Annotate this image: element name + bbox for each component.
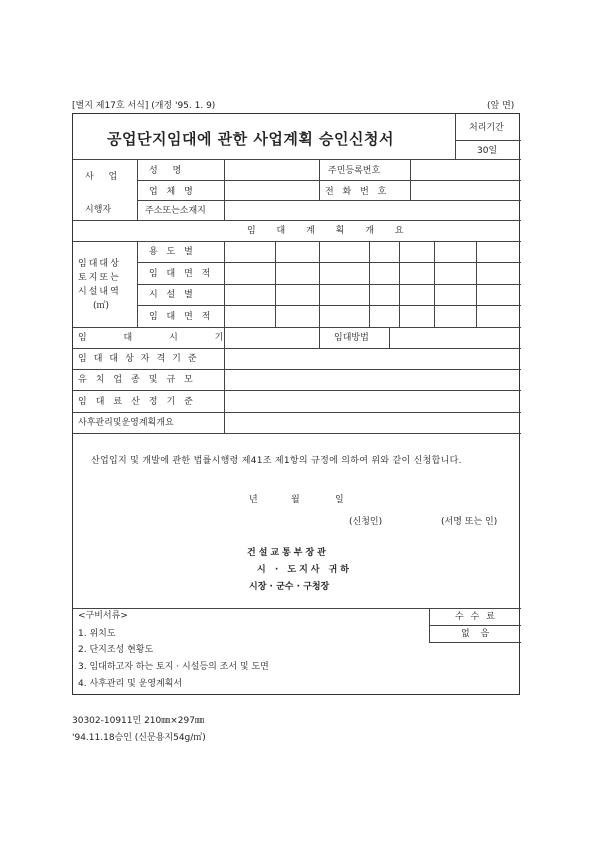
rent-basis-label: 임대료산정기준 (78, 397, 202, 407)
name-label: 성 명 (149, 166, 188, 176)
date-year: 년 (249, 495, 258, 505)
lease-target-label-1: 임대대상 (78, 259, 121, 269)
lease-target-label-4: (㎡) (93, 301, 110, 311)
recipient-governor: 시 · 도지사 귀하 (257, 565, 352, 575)
recipient-minister: 건설교통부장관 (247, 548, 329, 558)
applicant-sign-label: (신청인) (349, 517, 383, 527)
lease-target-label-2: 토지또는 (78, 273, 121, 283)
document-item: 3. 임대하고자 하는 토지 · 시설등의 조서 및 도면 (78, 662, 269, 672)
documents-header: <구비서류> (78, 611, 128, 621)
lease-period-label: 임 대 시 기 (78, 333, 241, 343)
lease-row-use: 용 도 별 (149, 247, 196, 257)
id-number-field[interactable] (415, 166, 515, 178)
fee-label: 수 수 료 (455, 612, 497, 622)
document-item: 4. 사후관리 및 운영계획서 (78, 679, 183, 689)
document-item: 2. 단지조성 현황도 (78, 645, 154, 655)
signature-label: (서명 또는 인) (441, 517, 498, 527)
application-form (72, 113, 520, 695)
approval-note: '94.11.18승인 (신문용지54g/㎡) (72, 733, 206, 743)
id-number-label: 주민등록번호 (328, 166, 381, 176)
address-label: 주소또는소재지 (145, 206, 206, 216)
company-label: 업 체 명 (149, 187, 196, 197)
phone-label: 전 화 번 호 (325, 187, 390, 197)
date-day: 일 (335, 495, 344, 505)
date-month: 월 (291, 495, 300, 505)
name-field[interactable] (229, 166, 315, 178)
plan-overview-title: 임 대 계 획 개 요 (247, 226, 413, 236)
form-title: 공업단지임대에 관한 사업계획 승인신청서 (107, 130, 394, 148)
industry-label: 유치업종및규모 (78, 375, 202, 385)
page-side-label: (앞 면) (487, 101, 515, 111)
management-plan-label: 사후관리및운영계획개요 (78, 418, 174, 428)
title-divider (455, 114, 456, 159)
qualification-label: 임대대상자격기준 (78, 354, 204, 364)
lease-row-area-2: 임 대 면 적 (149, 312, 214, 322)
phone-field[interactable] (415, 187, 515, 199)
application-statement: 산업입지 및 개발에 관한 법률시행령 제41조 제1항의 규정에 의하여 위와 같이 신청합니다. (91, 456, 462, 466)
company-field[interactable] (229, 187, 315, 199)
form-number: [별지 제17호 서식] (개정 '95. 1. 9) (72, 101, 216, 111)
lease-row-facility: 시 설 별 (149, 290, 196, 300)
lease-row-area-1: 임 대 면 적 (149, 269, 214, 279)
lease-target-label-3: 시설내역 (78, 287, 121, 297)
processing-period-value: 30일 (477, 146, 498, 156)
applicant-group-label-bottom: 시행자 (85, 205, 112, 215)
fee-value: 없 음 (461, 629, 494, 639)
applicant-group-label-top: 사 업 (85, 172, 124, 182)
form-code: 30302-10911민 210㎜×297㎜ (72, 716, 204, 726)
lease-method-label: 임대방법 (334, 333, 369, 343)
address-field[interactable] (229, 206, 515, 218)
document-item: 1. 위치도 (78, 629, 116, 639)
processing-period-label: 처리기간 (469, 123, 504, 133)
recipient-mayor: 시장 · 군수 · 구청장 (249, 582, 330, 592)
